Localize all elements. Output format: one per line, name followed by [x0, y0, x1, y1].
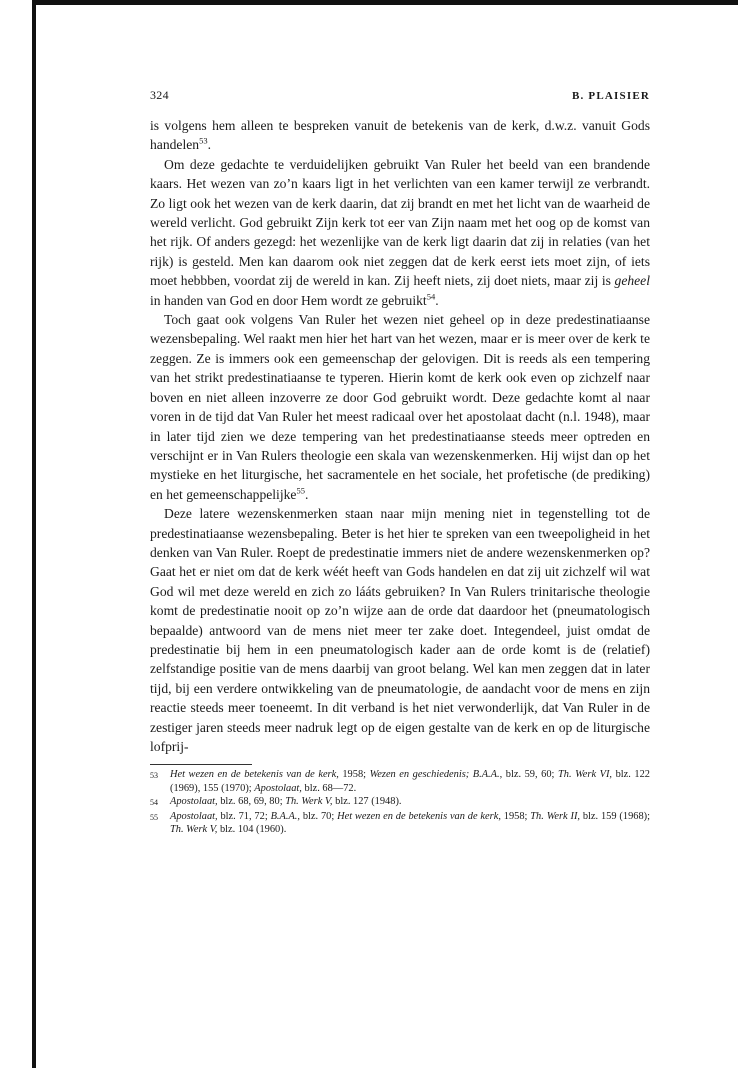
running-head [150, 88, 650, 110]
text-run: blz. 59, 60; [502, 769, 558, 781]
paragraph [150, 116, 650, 155]
text-run: . [304, 486, 309, 502]
text-run: Deze latere wezenskenmerken staan naar mijn mening niet in tegenstelling tot de predestinatiaanse wezensbepaling. Beter is het hier te spreken van een tweepoligheid in het denken van Van Ruler. Roept de predestinatie immers niet de andere wezenskenmerken op? Gaat het er niet om dat de kerk wéét heeft van Gods handelen en dat zij uit zichzelf wil wat God wil met deze wereld en zich zo lááts gebruiken? In Van Rulers trinitarische theologie komt de predestinatie nooit op zo’n wijze aan de orde dat daardoor het (pneumatologisch bepaalde) antwoord van de mens niet meer ter zake doet. Integendeel, juist omdat de predestinatie bij hem in een pneumatologisch kader aan de orde komt is de (relatief) zelfstandige positie van de mens daarbij van groot belang. Wel kan men zeggen dat in later tijd, bij een verdere ontwikkeling van de pneumatologie, de aandacht voor de mens en zijn reactie steeds meer toeneemt. In dit verband is het niet verwonderlijk, dat Van Ruler in de zestiger jaren steeds meer nadruk legt op de eigen gestalte van de kerk en op de liturgische lofprij- [150, 506, 650, 754]
text-run: blz. 68—72. [301, 782, 357, 794]
body-text [150, 116, 650, 756]
footnote-number: 54 [150, 798, 158, 808]
text-run: blz. 127 (1948). [332, 796, 402, 808]
paragraph [150, 504, 650, 756]
text-run: is volgens hem alleen te bespreken vanuit de betekenis van de kerk, d.w.z. vanuit Gods handelen [150, 118, 650, 153]
footnote [150, 810, 650, 837]
text-run: in handen van God en door Hem wordt ze gebruikt [150, 292, 427, 308]
book-page [150, 88, 650, 836]
footnote-number: 53 [150, 771, 158, 781]
italic-text: B.A.A., [270, 810, 300, 822]
page-number: 324 [150, 88, 169, 102]
footnote-number: 55 [150, 812, 158, 822]
footnote-reference: 54 [426, 291, 436, 302]
italic-text: Th. Werk V, [170, 824, 218, 836]
running-head-author: B. PLAISIER [572, 90, 650, 102]
italic-text: Het wezen en de betekenis van de kerk, [337, 810, 501, 822]
paragraph [150, 310, 650, 504]
text-run: blz. 71, 72; [217, 810, 271, 822]
footnote-reference: 55 [296, 485, 305, 496]
footnote [150, 768, 650, 795]
text-run: 1958; [338, 769, 370, 781]
footnote-text [170, 795, 650, 809]
footnotes [150, 768, 650, 836]
footnote-rule [150, 764, 252, 765]
text-run: . [435, 292, 439, 308]
italic-text: geheel [614, 273, 650, 289]
text-run: blz. 68, 69, 80; [217, 796, 286, 808]
italic-text: Wezen en geschiedenis; B.A.A., [369, 769, 503, 781]
scan-border-left [32, 0, 36, 1068]
italic-text: Apostolaat, [170, 810, 218, 822]
italic-text: Het wezen en de betekenis van de kerk, [170, 769, 339, 781]
paragraph [150, 155, 650, 310]
footnote-text [170, 768, 650, 795]
text-run: Toch gaat ook volgens Van Ruler het wezen niet geheel op in deze predestinatiaanse wezensbepaling. Wel raakt men hier het hart van het wezen, maar er is meer over de kerk te zeggen. Ze is immers ook een gemeenschap der gelovigen. Dit is reeds als een tempering van het strikt predestinatiaanse te typeren. Hierin komt de kerk ook even op zichzelf naar boven en niet alleen inzoverre ze door God gebruikt wordt. Deze gedachte komt al naar voren in de tijd dat Van Ruler het meest radicaal over het apostolaat dacht (n.l. 1948), maar in later tijd zien we deze tempering van het predestinatiaanse steeds meer optreden en verschijnt er in Van Rulers theologie een skala van wezenskenmerken. Hij wijst dan op het mystieke en het liturgische, het sacramentele en het sociale, het profetische (de prediking) en het gemeenschappelijke [150, 312, 650, 502]
text-run: Om deze gedachte te verduidelijken gebruikt Van Ruler het beeld van een brandende kaars. Het wezen van zo’n kaars ligt in het verlichten van een kamer terwijl ze verbrandt. Zo ligt ook het wezen van de kerk daarin, dat zij brandt en met het licht van de waarheid de wereld verlicht. God gebruikt Zijn kerk tot eer van Zijn naam met het oog op de komst van het rijk. Of anders gezegd: het wezenlijke van de kerk ligt daarin dat zij in relaties (van het rijk) is gesteld. Men kan daarom ook niet zeggen dat de kerk eerst iets moet zijn, of iets moet hebbben, voordat zij de wereld in kan. Zij heeft niets, zij doet niets, maar zij is [150, 156, 650, 289]
text-run: . [207, 137, 211, 153]
text-run: blz. 159 (1968); [580, 810, 650, 822]
italic-text: Apostolaat, [254, 782, 302, 794]
italic-text: Th. Werk II, [530, 810, 581, 822]
text-run: blz. 70; [300, 810, 338, 822]
italic-text: Th. Werk VI, [557, 769, 613, 781]
italic-text: Th. Werk V, [285, 796, 333, 808]
text-run: blz. 122 (1969), 155 (1970); [170, 769, 650, 794]
footnote [150, 795, 650, 809]
footnote-text [170, 810, 650, 837]
italic-text: Apostolaat, [170, 796, 218, 808]
text-run: blz. 104 (1960). [217, 824, 287, 836]
scan-border-top [32, 0, 738, 5]
footnote-reference: 53 [199, 135, 208, 146]
text-run: 1958; [500, 810, 531, 822]
